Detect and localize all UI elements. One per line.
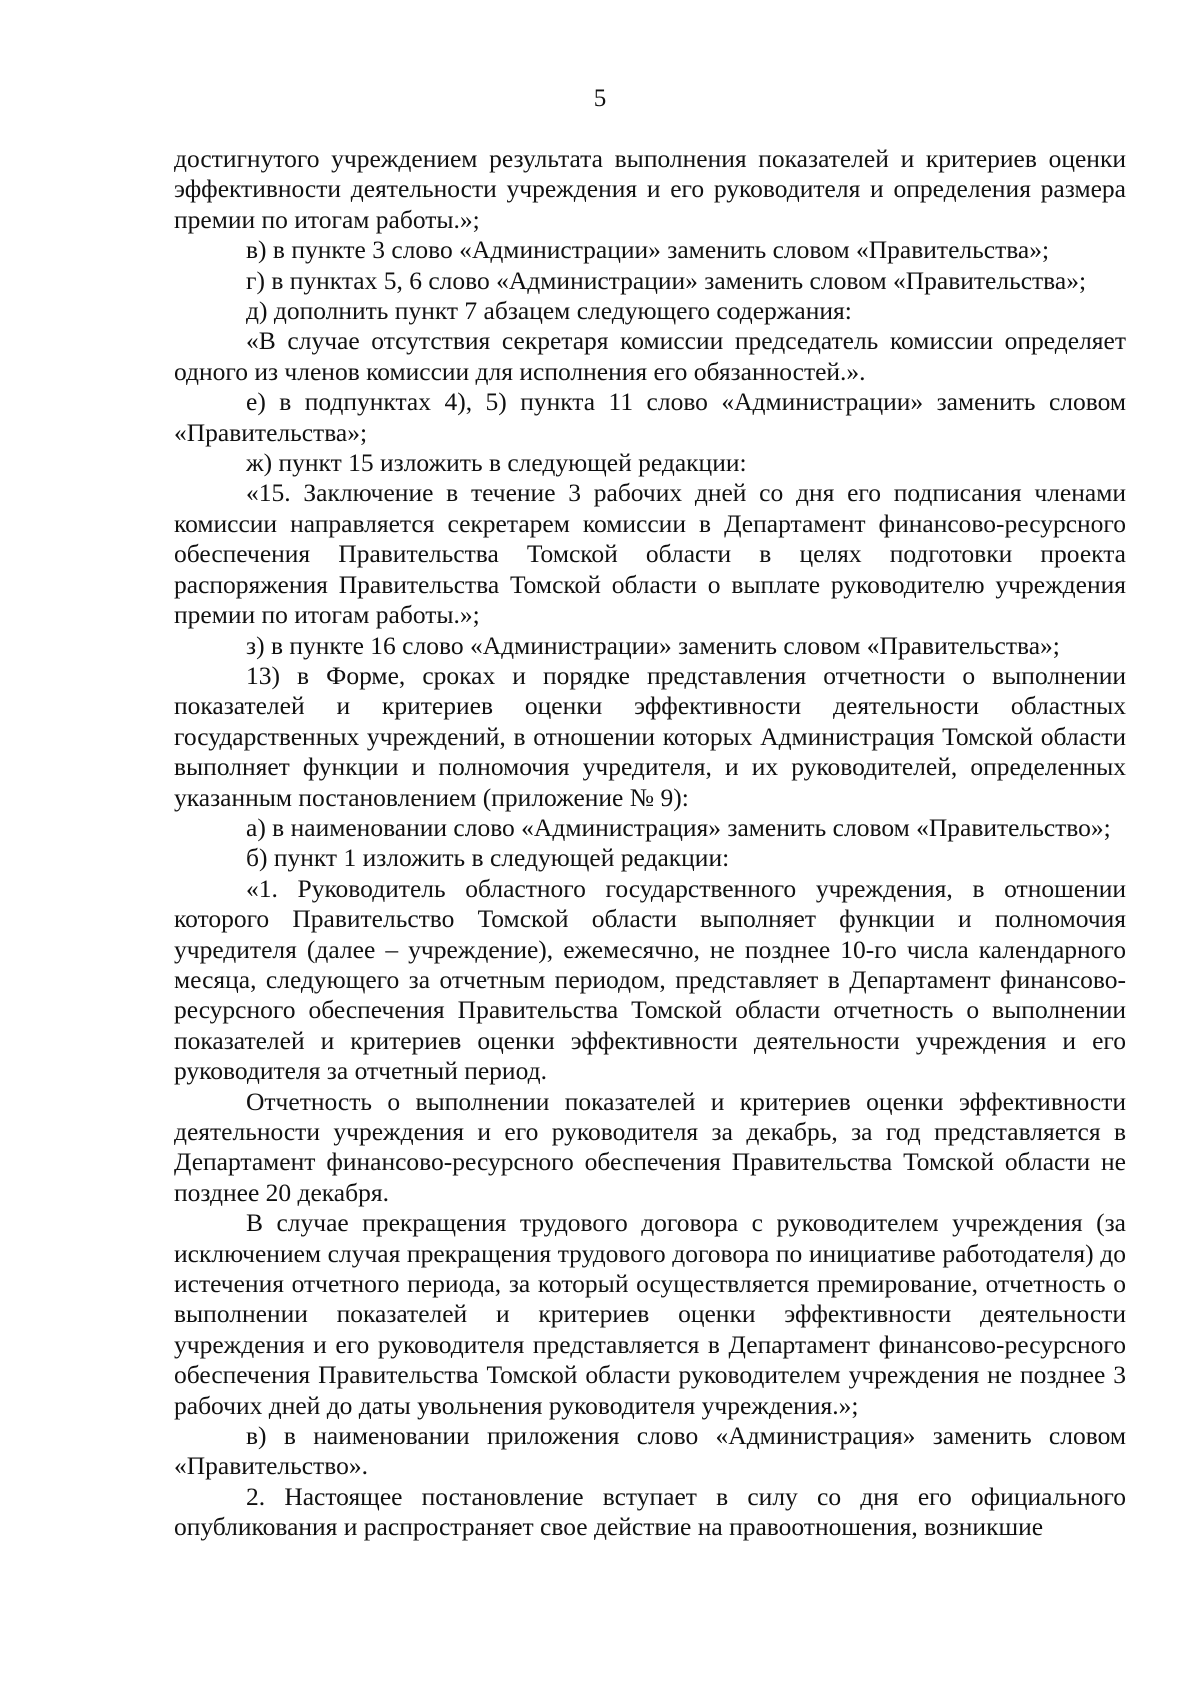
paragraph: «В случае отсутствия секретаря комиссии председатель комиссии определяет одного из членов комиссии для исполнения его обязанностей.». [174, 326, 1126, 386]
paragraph: б) пункт 1 изложить в следующей редакции: [246, 843, 730, 873]
paragraph: достигнутого учреждением результата выполнения показателей и критериев оценки эффективности деятельности учреждения и его руководителя и определения размера премии по итогам работы.»; [174, 144, 1126, 234]
paragraph: «15. Заключение в течение 3 рабочих дней со дня его подписания членами комиссии направляется секретарем комиссии в Департамент финансово-ресурсного обеспечения Правительства Томской области в целях подготовки проекта распоряжения Правительства Томской области о выплате руководителю учреждения премии по итогам работы.»; [174, 478, 1126, 630]
paragraph: «1. Руководитель областного государственного учреждения, в отношении которого Правительство Томской области выполняет функции и полномочия учредителя (далее – учреждение), ежемесячно, не позднее 10-го числа календарного месяца, следующего за отчетным периодом, представляет в Департамент финансово-ресурсного обеспечения Правительства Томской области отчетность о выполнении показателей и критериев оценки эффективности деятельности учреждения и его руководителя за отчетный период. [174, 873, 1126, 1086]
paragraph: а) в наименовании слово «Администрация» заменить словом «Правительство»; [246, 812, 1111, 842]
paragraph: Отчетность о выполнении показателей и критериев оценки эффективности деятельности учреждения и его руководителя за декабрь, за год представляется в Департамент финансово-ресурсного обеспечения Правительства Томской области не позднее 20 декабря. [174, 1086, 1126, 1207]
paragraph: 2. Настоящее постановление вступает в силу со дня его официального опубликования и распространяет свое действие на правоотношения, возникшие [174, 1481, 1126, 1542]
paragraph: в) в наименовании приложения слово «Администрация» заменить словом «Правительство». [174, 1421, 1126, 1481]
paragraph: ж) пункт 15 изложить в следующей редакции: [246, 448, 747, 478]
document-body [174, 144, 1126, 1543]
page-number: 5 [593, 85, 607, 112]
paragraph: 13) в Форме, сроках и порядке представления отчетности о выполнении показателей и критериев оценки эффективности деятельности областных государственных учреждений, в отношении которых Администрация Томской области выполняет функции и полномочия учредителя, и их руководителей, определенных указанным постановлением (приложение № 9): [174, 660, 1126, 812]
paragraph: е) в подпунктах 4), 5) пункта 11 слово «Администрации» заменить словом «Правительства»; [174, 387, 1126, 447]
paragraph: в) в пункте 3 слово «Администрации» заменить словом «Правительства»; [246, 235, 1050, 265]
paragraph: з) в пункте 16 слово «Администрации» заменить словом «Правительства»; [246, 630, 1060, 660]
paragraph: д) дополнить пункт 7 абзацем следующего содержания: [246, 296, 852, 326]
paragraph: г) в пунктах 5, 6 слово «Администрации» заменить словом «Правительства»; [246, 265, 1087, 295]
paragraph: В случае прекращения трудового договора с руководителем учреждения (за исключением случая прекращения трудового договора по инициативе работодателя) до истечения отчетного периода, за который осуществляется премирование, отчетность о выполнении показателей и критериев оценки эффективности деятельности учреждения и его руководителя представляется в Департамент финансово-ресурсного обеспечения Правительства Томской области руководителем учреждения не позднее 3 рабочих дней до даты увольнения руководителя учреждения.»; [174, 1208, 1126, 1420]
